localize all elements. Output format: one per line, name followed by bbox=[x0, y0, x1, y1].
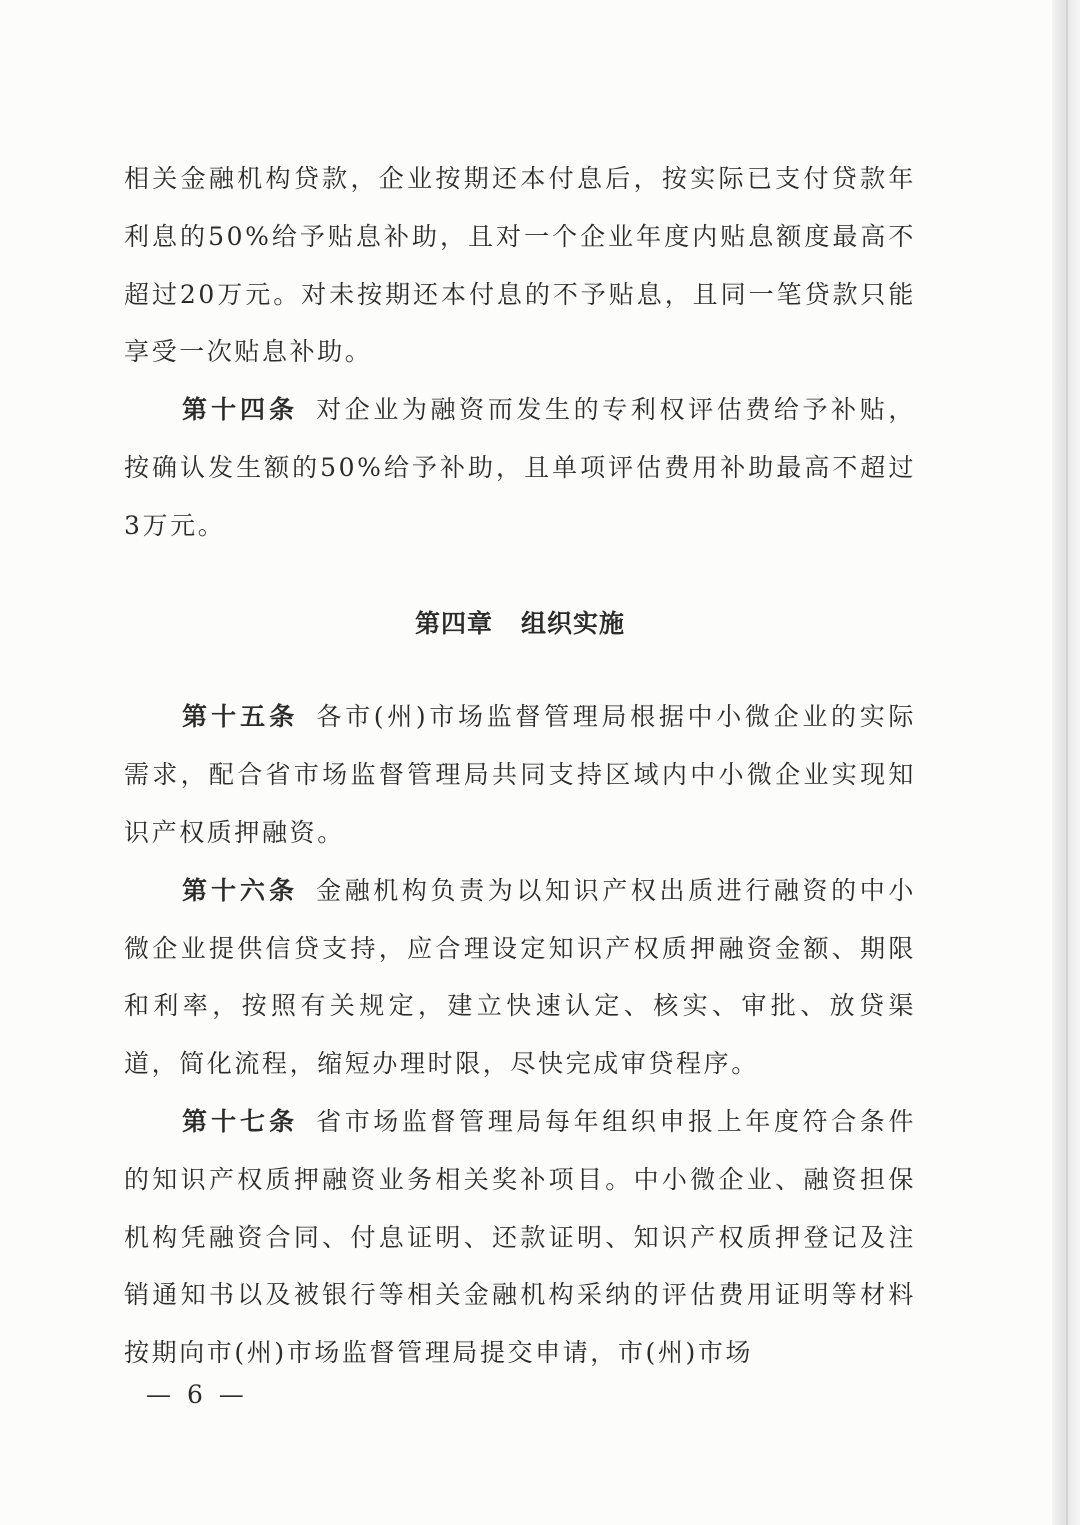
article-17 bbox=[124, 1093, 916, 1382]
article-16 bbox=[124, 862, 916, 1093]
article-number: 第十七条 bbox=[182, 1106, 299, 1136]
article-number: 第十五条 bbox=[182, 702, 299, 732]
article-14 bbox=[124, 381, 916, 554]
article-text: 对企业为融资而发生的专利权评估费给予补贴，按确认发生额的50%给予补助，且单项评估费用补助最高不超过3万元。 bbox=[124, 395, 916, 540]
binding-edge-line bbox=[1066, 0, 1068, 1525]
paragraph-continuation: 相关金融机构贷款，企业按期还本付息后，按实际已支付贷款年利息的50%给予贴息补助，且对一个企业年度内贴息额度最高不超过20万元。对未按期还本付息的不予贴息，且同一笔贷款只能享受一次贴息补助。 bbox=[124, 164, 916, 367]
article-number: 第十四条 bbox=[182, 395, 299, 425]
chapter-number: 第四章 bbox=[414, 608, 493, 638]
chapter-title: 组织实施 bbox=[521, 608, 626, 638]
article-text: 省市场监督管理局每年组织申报上年度符合条件的知识产权质押融资业务相关奖补项目。中小微企业、融资担保机构凭融资合同、付息证明、还款证明、知识产权质押登记及注销通知书以及被银行等相关金融机构采纳的评估费用证明等材料按期向市(州)市场监督管理局提交申请，市(州)市场 bbox=[124, 1106, 916, 1368]
document-body bbox=[124, 150, 916, 1382]
article-text: 金融机构负责为以知识产权出质进行融资的中小微企业提供信贷支持，应合理设定知识产权质押融资金额、期限和利率，按照有关规定，建立快速认定、核实、审批、放贷渠道，简化流程，缩短办理时限，尽快完成审贷程序。 bbox=[124, 875, 916, 1079]
page-number: — 6 — bbox=[146, 1380, 248, 1409]
chapter-heading bbox=[124, 595, 916, 653]
article-number: 第十六条 bbox=[182, 875, 299, 905]
article-15 bbox=[124, 688, 916, 861]
article-text: 各市(州)市场监督管理局根据中小微企业的实际需求，配合省市场监督管理局共同支持区域内中小微企业实现知识产权质押融资。 bbox=[124, 702, 916, 847]
